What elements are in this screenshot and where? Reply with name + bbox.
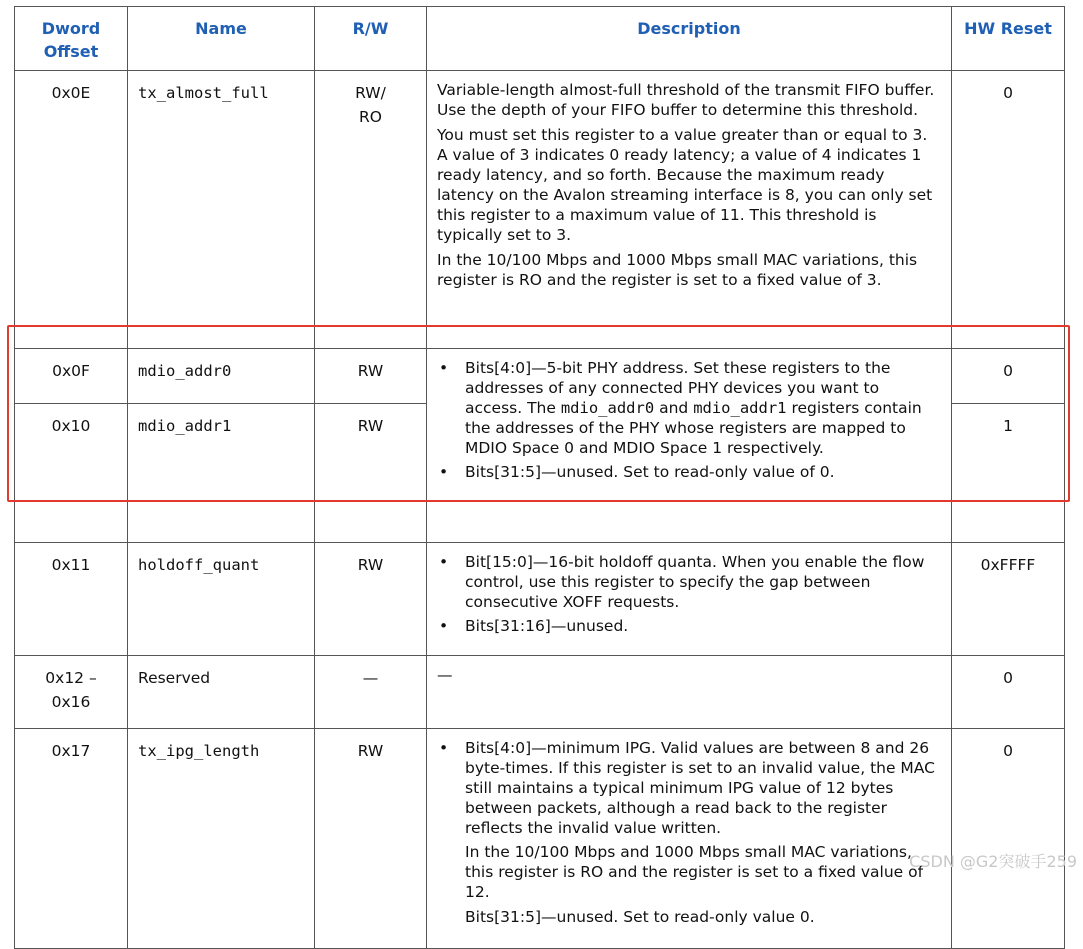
- name-cell: tx_almost_full: [128, 71, 315, 349]
- register-table: [14, 6, 1065, 949]
- description-paragraph: Bits[31:5]—unused. Set to read-only value 0.: [465, 908, 815, 926]
- name-cell: tx_ipg_length: [128, 729, 315, 949]
- header-hw-reset: HW Reset: [952, 7, 1065, 71]
- rw-cell: RW: [315, 404, 427, 543]
- offset-cell: 0x11: [15, 543, 128, 656]
- description-list: [437, 738, 941, 838]
- reset-cell: 0xFFFF: [952, 543, 1065, 656]
- reset-cell: 1: [952, 404, 1065, 543]
- table-row: [15, 349, 1065, 404]
- code-mdio-addr0: mdio_addr0: [560, 399, 655, 417]
- name-cell: holdoff_quant: [128, 543, 315, 656]
- description-cell: —: [427, 656, 952, 729]
- description-paragraph: In the 10/100 Mbps and 1000 Mbps small MAC variations, this register is RO and the register is set to a fixed value of 12.: [465, 843, 924, 901]
- list-item: • Bits[4:0]—minimum IPG. Valid values are between 8 and 26 byte-times. If this register is set to an invalid value, the MAC still maintains a typical minimum IPG value of 12 bytes between packets, although a read back to the register reflects the invalid value written.: [465, 738, 941, 838]
- description-list: [437, 552, 941, 636]
- list-item: • Bits[31:5]—unused. Set to read-only value of 0.: [465, 462, 941, 482]
- description-paragraph: You must set this register to a value greater than or equal to 3. A value of 3 indicates 0 ready latency; a value of 4 indicates 1 ready latency, and so forth. Because the maximum ready latency on the Avalon streaming interface is 8, you can only set this register to a maximum value of 11. This threshold is typically set to 3.: [437, 126, 933, 244]
- description-cell: [427, 729, 952, 949]
- name-cell: mdio_addr1: [128, 404, 315, 543]
- reset-cell: 0: [952, 349, 1065, 404]
- list-item: • Bits[31:16]—unused.: [465, 616, 941, 636]
- header-dword-offset: Dword Offset: [15, 7, 128, 71]
- offset-cell: 0x0F: [15, 349, 128, 404]
- rw-cell: —: [315, 656, 427, 729]
- table-row: [15, 543, 1065, 656]
- rw-cell: RW: [315, 729, 427, 949]
- table-header-row: [15, 7, 1065, 71]
- description-paragraph: In the 10/100 Mbps and 1000 Mbps small MAC variations, this register is RO and the register is set to a fixed value of 3.: [437, 251, 918, 289]
- rw-cell: RW: [315, 543, 427, 656]
- header-name: Name: [128, 7, 315, 71]
- offset-cell: 0x12 – 0x16: [15, 656, 128, 729]
- header-rw: R/W: [315, 7, 427, 71]
- header-description: Description: [427, 7, 952, 71]
- table-row: [15, 71, 1065, 349]
- rw-cell: RW/ RO: [315, 71, 427, 349]
- name-cell: Reserved: [128, 656, 315, 729]
- offset-cell: 0x0E: [15, 71, 128, 349]
- watermark: CSDN @G2突破手259: [909, 852, 1077, 871]
- reset-cell: 0: [952, 71, 1065, 349]
- rw-cell: RW: [315, 349, 427, 404]
- description-cell: [427, 71, 952, 349]
- description-paragraph: Variable-length almost-full threshold of the transmit FIFO buffer. Use the depth of your FIFO buffer to determine this threshold.: [437, 81, 935, 119]
- description-cell: [427, 349, 952, 543]
- table-row: [15, 656, 1065, 729]
- reset-cell: 0: [952, 656, 1065, 729]
- offset-cell: 0x17: [15, 729, 128, 949]
- code-mdio-addr1: mdio_addr1: [693, 399, 787, 417]
- table-row: [15, 729, 1065, 949]
- description-cell: [427, 543, 952, 656]
- description-list: [437, 358, 941, 482]
- reset-cell: 0: [952, 729, 1065, 949]
- offset-cell: 0x10: [15, 404, 128, 543]
- name-cell: mdio_addr0: [128, 349, 315, 404]
- list-item: • Bit[15:0]—16-bit holdoff quanta. When you enable the flow control, use this register to specify the gap between consecutive XOFF requests.: [465, 552, 941, 612]
- list-item: • Bits[4:0]—5-bit PHY address. Set these registers to the addresses of any connected PHY devices you want to access. The mdio_addr0 and mdio_addr1 registers contain the addresses of the PHY whose registers are mapped to MDIO Space 0 and MDIO Space 1 respectively.: [465, 358, 941, 458]
